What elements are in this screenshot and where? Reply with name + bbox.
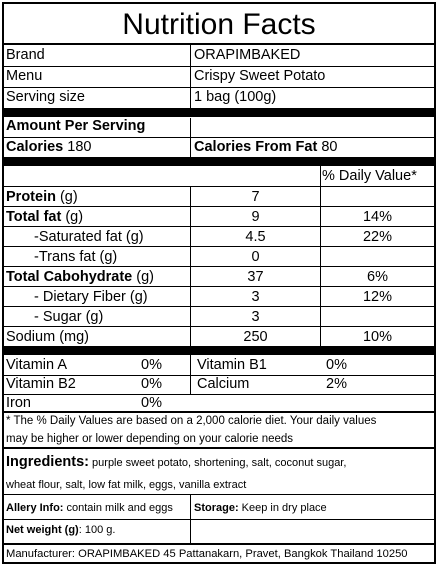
column-divider	[190, 187, 191, 346]
divider	[4, 519, 434, 520]
nutrient-label: - Dietary Fiber (g)	[34, 289, 148, 305]
vitamin-value: 0%	[326, 357, 347, 373]
column-divider	[190, 520, 191, 543]
nutrient-daily-value: 14%	[362, 209, 393, 225]
divider	[4, 266, 434, 267]
ingredients-row	[6, 453, 346, 471]
divider	[4, 326, 434, 327]
vitamin-value: 0%	[141, 395, 162, 411]
nutrient-label: -Saturated fat (g)	[34, 229, 144, 245]
nutrient-name	[6, 328, 89, 346]
nutrient-name	[34, 228, 144, 246]
divider	[4, 411, 434, 413]
allergy-row	[6, 501, 173, 515]
nutrient-name	[6, 208, 83, 226]
nutrient-label: -Trans fat (g)	[34, 249, 118, 265]
amount-per-serving: Amount Per Serving	[6, 118, 146, 134]
nutrient-name	[34, 248, 117, 266]
vitamin-name: Calcium	[197, 376, 250, 392]
storage-row	[194, 501, 327, 515]
net-weight-row	[6, 523, 115, 537]
calories-label: Calories	[6, 139, 64, 155]
thick-divider	[4, 346, 434, 355]
nutrient-name	[6, 188, 78, 206]
divider	[4, 186, 434, 187]
divider	[4, 543, 434, 545]
nutrient-amount: 9	[251, 209, 260, 225]
nutrient-label: Sodium (mg)	[6, 329, 89, 345]
ingredients-text-2: wheat flour, salt, low fat milk, eggs, vanilla extract	[6, 479, 247, 491]
info-label: Brand	[6, 47, 45, 63]
nutrient-amount: 3	[251, 309, 260, 325]
nutrient-label: Total Cabohydrate	[6, 269, 133, 285]
divider	[4, 286, 434, 287]
vitamin-name: Vitamin B2	[6, 376, 76, 392]
nutrient-unit: (g)	[55, 189, 78, 205]
allergy-value: contain milk and eggs	[63, 502, 173, 514]
divider	[4, 226, 434, 227]
allergy-label: Allery Info:	[6, 502, 64, 514]
storage-value: Keep in dry place	[238, 502, 327, 514]
divider	[4, 306, 434, 307]
info-value: Crispy Sweet Potato	[194, 68, 326, 84]
nutrient-label: Total fat	[6, 209, 62, 225]
calories-fat-row	[194, 138, 337, 156]
manufacturer-text: Manufacturer: ORAPIMBAKED 45 Pattanakarn, Pravet, Bangkok Thailand 10250	[6, 548, 408, 560]
column-divider	[190, 355, 191, 395]
info-value: 1 bag (100g)	[194, 89, 277, 105]
nutrient-daily-value: 22%	[362, 229, 393, 245]
vitamin-name: Iron	[6, 395, 31, 411]
thick-divider	[4, 108, 434, 117]
divider	[4, 246, 434, 247]
divider	[4, 394, 434, 395]
nutrient-amount: 0	[251, 249, 260, 265]
net-weight-value: : 100 g.	[78, 524, 116, 536]
nutrient-daily-value: 10%	[362, 329, 393, 345]
nutrient-name	[34, 308, 103, 326]
info-value: ORAPIMBAKED	[194, 47, 301, 63]
nutrition-label	[2, 2, 436, 564]
vitamin-name: Vitamin B1	[197, 357, 267, 373]
footnote-line2: may be higher or lower depending on your calorie needs	[6, 433, 294, 445]
vitamin-value: 2%	[326, 376, 347, 392]
net-weight-label: Net weight (g)	[6, 524, 79, 536]
calories-fat-label: Calories From Fat	[194, 139, 318, 155]
column-divider	[320, 166, 321, 186]
calories-fat-value: 80	[321, 139, 338, 155]
column-divider	[190, 495, 191, 519]
divider	[4, 43, 434, 45]
nutrient-name	[6, 268, 154, 286]
nutrient-amount: 3	[251, 289, 260, 305]
vitamin-value: 0%	[141, 376, 162, 392]
ingredients-label: Ingredients:	[6, 454, 89, 470]
nutrient-amount: 4.5	[245, 229, 266, 245]
nutrient-label: - Sugar (g)	[34, 309, 104, 325]
column-divider	[190, 45, 191, 108]
info-label: Serving size	[6, 89, 85, 105]
thick-divider	[4, 157, 434, 166]
storage-label: Storage:	[194, 502, 239, 514]
calories-value: 180	[67, 139, 92, 155]
nutrient-unit: (g)	[61, 209, 84, 225]
label-title: Nutrition Facts	[122, 8, 316, 41]
info-label: Menu	[6, 68, 43, 84]
nutrient-unit: (g)	[132, 269, 154, 285]
nutrient-daily-value: 12%	[362, 289, 393, 305]
calories-row	[6, 138, 91, 156]
nutrient-daily-value: 6%	[367, 269, 388, 285]
ingredients-text-1: purple sweet potato, shortening, salt, coconut sugar,	[88, 457, 347, 469]
column-divider	[190, 118, 191, 157]
vitamin-value: 0%	[141, 357, 162, 373]
column-divider	[320, 187, 321, 346]
divider	[4, 447, 434, 449]
nutrient-name	[34, 288, 148, 306]
divider	[4, 494, 434, 495]
footnote-line1: * The % Daily Values are based on a 2,000 calorie diet. Your daily values	[6, 415, 377, 427]
vitamin-name: Vitamin A	[6, 357, 67, 373]
divider	[4, 206, 434, 207]
nutrient-amount: 250	[243, 329, 268, 345]
daily-value-header: % Daily Value*	[322, 168, 417, 184]
nutrient-amount: 7	[251, 189, 260, 205]
nutrient-label: Protein	[6, 189, 56, 205]
nutrient-amount: 37	[247, 269, 264, 285]
